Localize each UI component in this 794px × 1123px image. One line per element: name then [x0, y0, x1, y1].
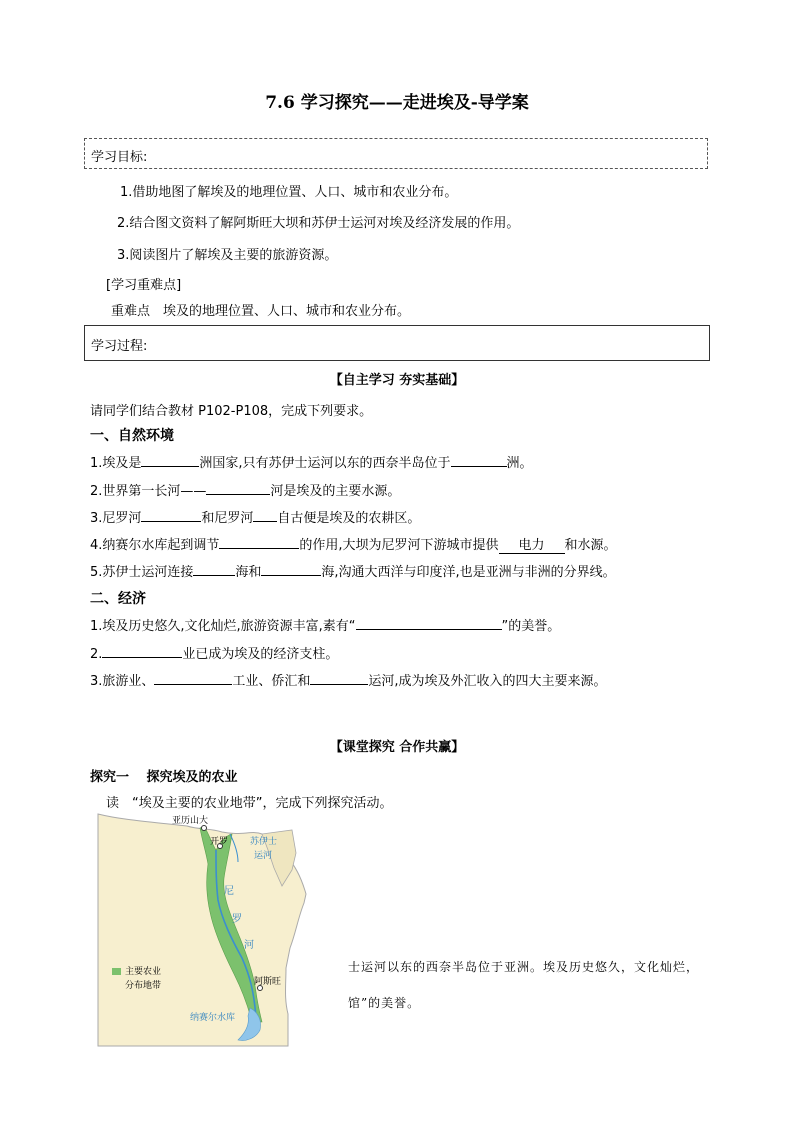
question-line	[90, 480, 400, 499]
question-text: 运河,成为埃及外汇收入的四大主要来源。	[368, 674, 607, 689]
question-text: 海,沟通大西洋与印度洋,也是亚洲与非洲的分界线。	[321, 565, 616, 580]
answer-blank[interactable]	[253, 508, 277, 522]
nile-label-3: 河	[244, 940, 254, 951]
question-text: 自古便是埃及的农耕区。	[277, 511, 421, 526]
answer-blank[interactable]	[154, 671, 232, 685]
answer-blank[interactable]	[141, 453, 199, 467]
question-text: 1.埃及历史悠久,文化灿烂,旅游资源丰富,素有“	[90, 619, 356, 634]
legend-label-1: 主要农业	[125, 967, 162, 977]
question-text: 3.旅游业、	[90, 674, 155, 689]
question-text: 和水源。	[564, 538, 617, 553]
answer-blank[interactable]	[356, 616, 502, 630]
goal-item: 3.阅读图片了解埃及主要的旅游资源。	[117, 248, 338, 263]
question-text: 4.纳赛尔水库起到调节	[90, 538, 220, 553]
class-study-heading: 【课堂探究 合作共赢】	[329, 740, 465, 755]
cairo-label: 开罗	[210, 837, 229, 847]
answer-blank[interactable]	[193, 562, 235, 576]
question-text: 2.世界第一长河——	[90, 484, 207, 499]
answer-blank[interactable]	[310, 671, 368, 685]
question-text: 和尼罗河	[201, 511, 254, 526]
suez-label-2: 运河	[254, 851, 273, 861]
nile-label-2: 罗	[232, 914, 242, 925]
economy-title: 二、经济	[90, 591, 146, 607]
aswan-label: 阿斯旺	[254, 977, 282, 987]
question-line	[90, 670, 607, 689]
goal-item: 2.结合图文资料了解阿斯旺大坝和苏伊士运河对埃及经济发展的作用。	[117, 216, 520, 231]
explore-instruction: 读 “埃及主要的农业地带”，完成下列探究活动。	[106, 796, 393, 811]
question-line	[90, 507, 420, 526]
nature-title: 一、自然环境	[90, 428, 174, 444]
question-text: 洲国家,只有苏伊士运河以东的西奈半岛位于	[199, 456, 451, 471]
handwritten-note: 馆”的美誉。	[348, 996, 421, 1010]
page-title: 7.6 学习探究——走进埃及-导学案	[265, 93, 529, 113]
question-text: 业已成为埃及的经济支柱。	[182, 647, 339, 662]
answer-blank[interactable]	[219, 535, 299, 549]
question-text: ”的美誉。	[501, 619, 561, 634]
explore-title: 探究一 探究埃及的农业	[90, 770, 238, 785]
question-text: 2.	[90, 647, 103, 662]
handwritten-note: 士运河以东的西奈半岛位于亚洲。埃及历史悠久，文化灿烂，	[348, 960, 700, 974]
key-points-text: 重难点 埃及的地理位置、人口、城市和农业分布。	[111, 304, 411, 319]
question-text: 1.埃及是	[90, 456, 142, 471]
key-points-label: [学习重难点]	[106, 278, 182, 293]
process-box	[84, 325, 710, 361]
filled-answer[interactable]: 电力	[499, 534, 565, 554]
question-text: 的作用,大坝为尼罗河下游城市提供	[299, 538, 499, 553]
answer-blank[interactable]	[206, 481, 270, 495]
question-text: 洲。	[506, 456, 533, 471]
self-study-intro: 请同学们结合教材 P102-P108，完成下列要求。	[90, 404, 373, 419]
question-line	[90, 534, 617, 554]
nasser-label: 纳赛尔水库	[190, 1013, 236, 1023]
goal-item: 1.借助地图了解埃及的地理位置、人口、城市和农业分布。	[120, 185, 458, 200]
question-text: 工业、侨汇和	[232, 674, 311, 689]
question-line	[90, 561, 616, 580]
process-label: 学习过程:	[91, 339, 148, 354]
question-line	[90, 452, 533, 471]
goals-box	[84, 138, 708, 169]
egypt-agriculture-map	[92, 808, 346, 1050]
alexandria-label: 亚历山大	[172, 816, 209, 826]
question-text: 5.苏伊士运河连接	[90, 565, 194, 580]
alexandria-marker	[202, 826, 207, 831]
answer-blank[interactable]	[141, 508, 201, 522]
legend-label-2: 分布地带	[125, 981, 162, 991]
self-study-heading: 【自主学习 夯实基础】	[329, 373, 465, 388]
question-text: 海和	[235, 565, 262, 580]
question-text: 河是埃及的主要水源。	[270, 484, 401, 499]
question-line	[90, 615, 560, 634]
nile-label-1: 尼	[224, 886, 234, 897]
legend-swatch	[112, 968, 121, 975]
question-text: 3.尼罗河	[90, 511, 142, 526]
goals-label: 学习目标:	[91, 150, 148, 165]
question-line	[90, 643, 338, 662]
answer-blank[interactable]	[261, 562, 321, 576]
suez-label-1: 苏伊士	[250, 837, 278, 847]
answer-blank[interactable]	[102, 644, 182, 658]
answer-blank[interactable]	[451, 453, 507, 467]
